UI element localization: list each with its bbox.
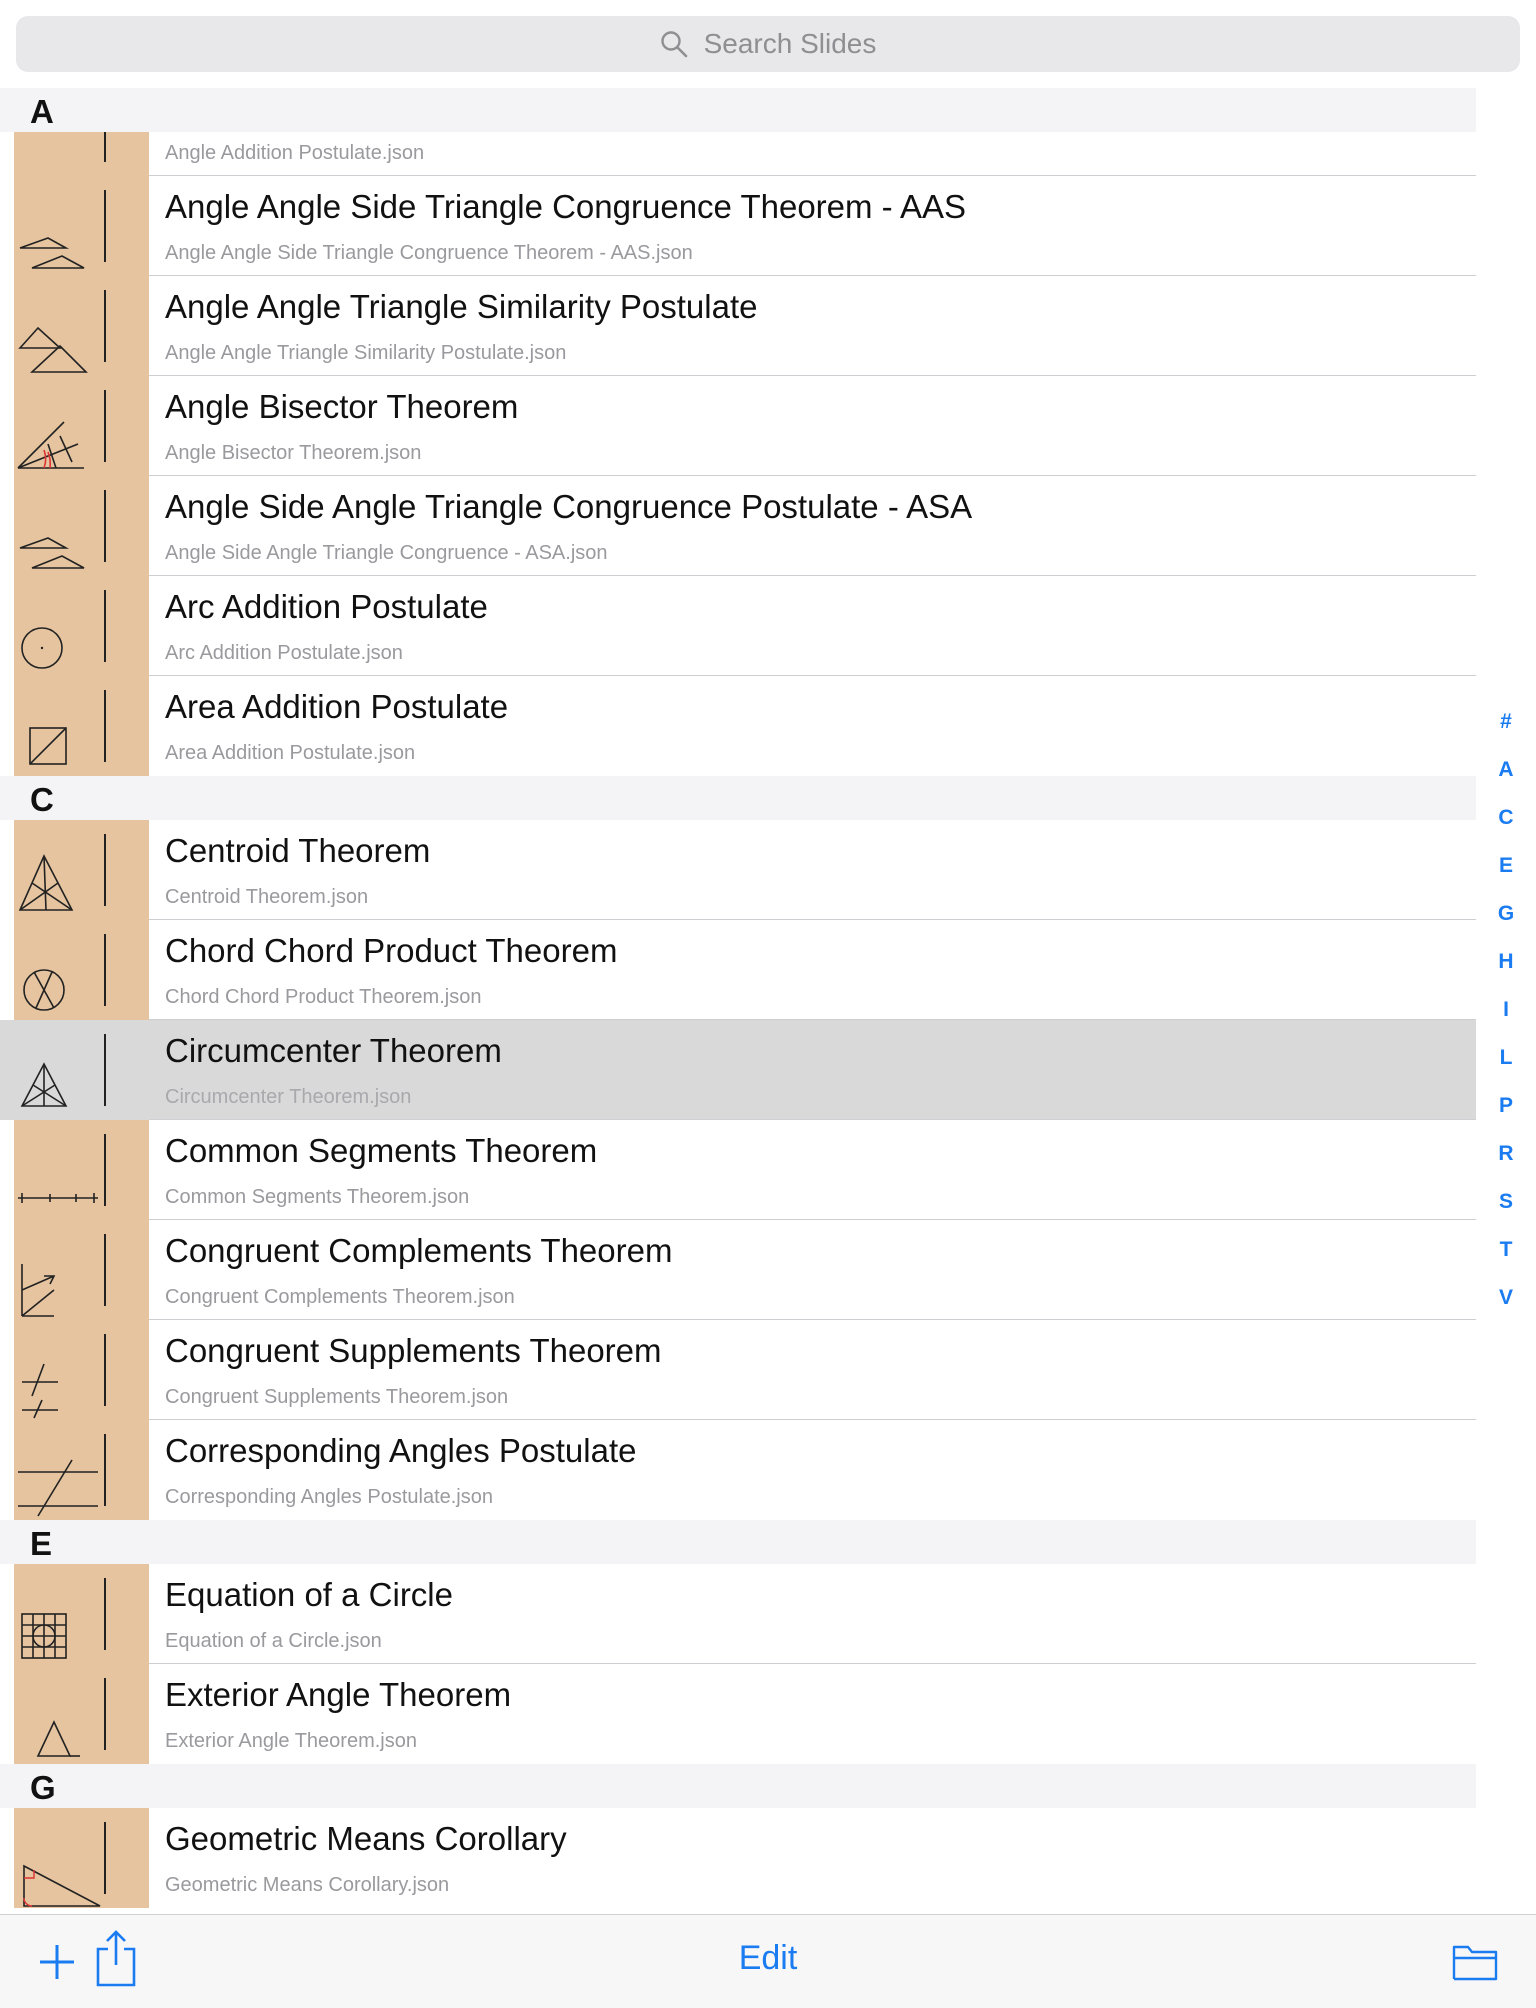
list-item[interactable]	[0, 1220, 1476, 1320]
slide-thumbnail	[14, 476, 149, 576]
edit-button[interactable]: Edit	[738, 1939, 798, 1977]
slide-filename: Exterior Angle Theorem.json	[165, 1730, 417, 1752]
list-item[interactable]	[0, 820, 1476, 920]
slide-thumbnail	[14, 1020, 149, 1120]
slide-filename: Centroid Theorem.json	[165, 886, 369, 908]
index-letter[interactable]: H	[1498, 950, 1514, 973]
slide-thumbnail	[14, 176, 149, 276]
thumbnail-divider	[104, 590, 106, 662]
slide-title: Geometric Means Corollary	[165, 1820, 567, 1857]
slide-thumbnail	[14, 576, 149, 676]
index-letter[interactable]: V	[1498, 1286, 1513, 1309]
section-header-e: E	[0, 1520, 1476, 1564]
slide-thumbnail	[14, 376, 149, 476]
slide-filename: Angle Angle Triangle Similarity Postulate.json	[165, 342, 567, 364]
list-item[interactable]	[0, 920, 1476, 1020]
slide-title: Area Addition Postulate	[165, 688, 509, 725]
list-item[interactable]	[0, 1664, 1476, 1764]
index-letter[interactable]: P	[1498, 1094, 1513, 1117]
slide-filename: Corresponding Angles Postulate.json	[165, 1486, 493, 1508]
slide-thumbnail	[14, 676, 149, 776]
slide-thumbnail	[14, 1420, 149, 1520]
slide-filename: Angle Side Angle Triangle Congruence - ASA.json	[165, 542, 608, 564]
index-letter[interactable]: S	[1498, 1190, 1513, 1213]
thumbnail-divider	[104, 1034, 106, 1106]
index-letter[interactable]: T	[1499, 1238, 1513, 1261]
slide-title: Angle Bisector Theorem	[165, 388, 519, 425]
index-letter[interactable]: R	[1498, 1142, 1514, 1165]
list-item[interactable]	[0, 476, 1476, 576]
slide-title: Arc Addition Postulate	[165, 588, 488, 625]
list-item[interactable]	[0, 1808, 1476, 1908]
slide-filename: Area Addition Postulate.json	[165, 742, 416, 764]
list-item[interactable]	[0, 376, 1476, 476]
thumbnail-divider	[104, 834, 106, 906]
list-item[interactable]	[0, 176, 1476, 276]
slide-thumbnail	[14, 1808, 149, 1908]
search-area	[0, 0, 1536, 88]
slide-filename: Angle Bisector Theorem.json	[165, 442, 422, 464]
slide-filename: Arc Addition Postulate.json	[165, 642, 403, 664]
slide-title: Centroid Theorem	[165, 832, 431, 869]
slide-thumbnail	[14, 276, 149, 376]
slide-title: Exterior Angle Theorem	[165, 1676, 512, 1713]
section-index[interactable]	[1484, 698, 1528, 1322]
slide-title: Angle Angle Triangle Similarity Postulate	[165, 288, 758, 325]
list-item[interactable]	[0, 1120, 1476, 1220]
slide-filename: Angle Addition Postulate.json	[165, 142, 425, 164]
index-letter[interactable]: G	[1497, 902, 1515, 925]
slide-filename: Congruent Complements Theorem.json	[165, 1286, 515, 1308]
section-header-c: C	[0, 776, 1476, 820]
slide-thumbnail	[14, 1664, 149, 1764]
slide-thumbnail	[14, 820, 149, 920]
slide-filename: Geometric Means Corollary.json	[165, 1874, 450, 1896]
slide-title: Angle Side Angle Triangle Congruence Postulate - ASA	[165, 488, 973, 525]
section-header-g: G	[0, 1764, 1476, 1808]
slide-title: Angle Angle Side Triangle Congruence Theorem - AAS	[165, 188, 967, 225]
list-item[interactable]	[0, 576, 1476, 676]
slides-list[interactable]	[0, 88, 1476, 1914]
add-icon[interactable]	[38, 1943, 76, 1981]
list-item[interactable]	[0, 1320, 1476, 1420]
index-letter[interactable]: C	[1498, 806, 1514, 829]
slide-title: Congruent Supplements Theorem	[165, 1332, 662, 1369]
index-letter[interactable]: E	[1498, 854, 1513, 877]
index-letter[interactable]: #	[1500, 710, 1512, 733]
slide-filename: Congruent Supplements Theorem.json	[165, 1386, 509, 1408]
share-icon[interactable]	[94, 1929, 138, 1987]
slide-title: Circumcenter Theorem	[165, 1032, 502, 1069]
list-item[interactable]	[0, 276, 1476, 376]
section-header-a: A	[0, 88, 1476, 132]
slide-filename: Chord Chord Product Theorem.json	[165, 986, 482, 1008]
slide-thumbnail	[14, 920, 149, 1020]
slide-thumbnail	[14, 1564, 149, 1664]
list-item[interactable]	[0, 1564, 1476, 1664]
search-placeholder: Search Slides	[703, 28, 877, 59]
thumbnail-divider	[104, 1822, 106, 1894]
thumbnail-divider	[104, 1678, 106, 1750]
slide-filename: Common Segments Theorem.json	[165, 1186, 470, 1208]
slide-filename: Equation of a Circle.json	[165, 1630, 382, 1652]
thumbnail-divider	[104, 1434, 106, 1506]
index-letter[interactable]: L	[1499, 1046, 1513, 1069]
slide-thumbnail	[14, 1120, 149, 1220]
thumbnail-divider	[104, 690, 106, 762]
slide-title: Congruent Complements Theorem	[165, 1232, 673, 1269]
slide-filename: Angle Angle Side Triangle Congruence Theorem - AAS.json	[165, 242, 693, 264]
folder-icon[interactable]	[1452, 1943, 1498, 1981]
search-icon	[660, 30, 688, 58]
thumbnail-divider	[104, 1134, 106, 1206]
thumbnail-divider	[104, 1334, 106, 1406]
slide-title: Equation of a Circle	[165, 1576, 453, 1613]
thumbnail-divider	[104, 1234, 106, 1306]
search-input[interactable]	[16, 16, 1520, 72]
thumbnail-divider	[104, 390, 106, 462]
list-item[interactable]	[0, 1020, 1476, 1120]
thumbnail-divider	[104, 190, 106, 262]
slide-thumbnail	[14, 1220, 149, 1320]
thumbnail-divider	[104, 1578, 106, 1650]
slide-title: Chord Chord Product Theorem	[165, 932, 618, 969]
index-letter[interactable]: I	[1503, 998, 1509, 1021]
index-letter[interactable]: A	[1498, 758, 1514, 781]
slide-thumbnail	[14, 1320, 149, 1420]
slides-list-content	[0, 88, 1476, 1908]
slide-title: Common Segments Theorem	[165, 1132, 598, 1169]
thumbnail-divider	[104, 290, 106, 362]
slide-filename: Circumcenter Theorem.json	[165, 1086, 412, 1108]
bottom-toolbar	[0, 1914, 1536, 2008]
slide-title: Corresponding Angles Postulate	[165, 1432, 637, 1469]
list-item[interactable]	[0, 1420, 1476, 1520]
thumbnail-divider	[104, 490, 106, 562]
list-item[interactable]	[0, 676, 1476, 776]
thumbnail-divider	[104, 934, 106, 1006]
